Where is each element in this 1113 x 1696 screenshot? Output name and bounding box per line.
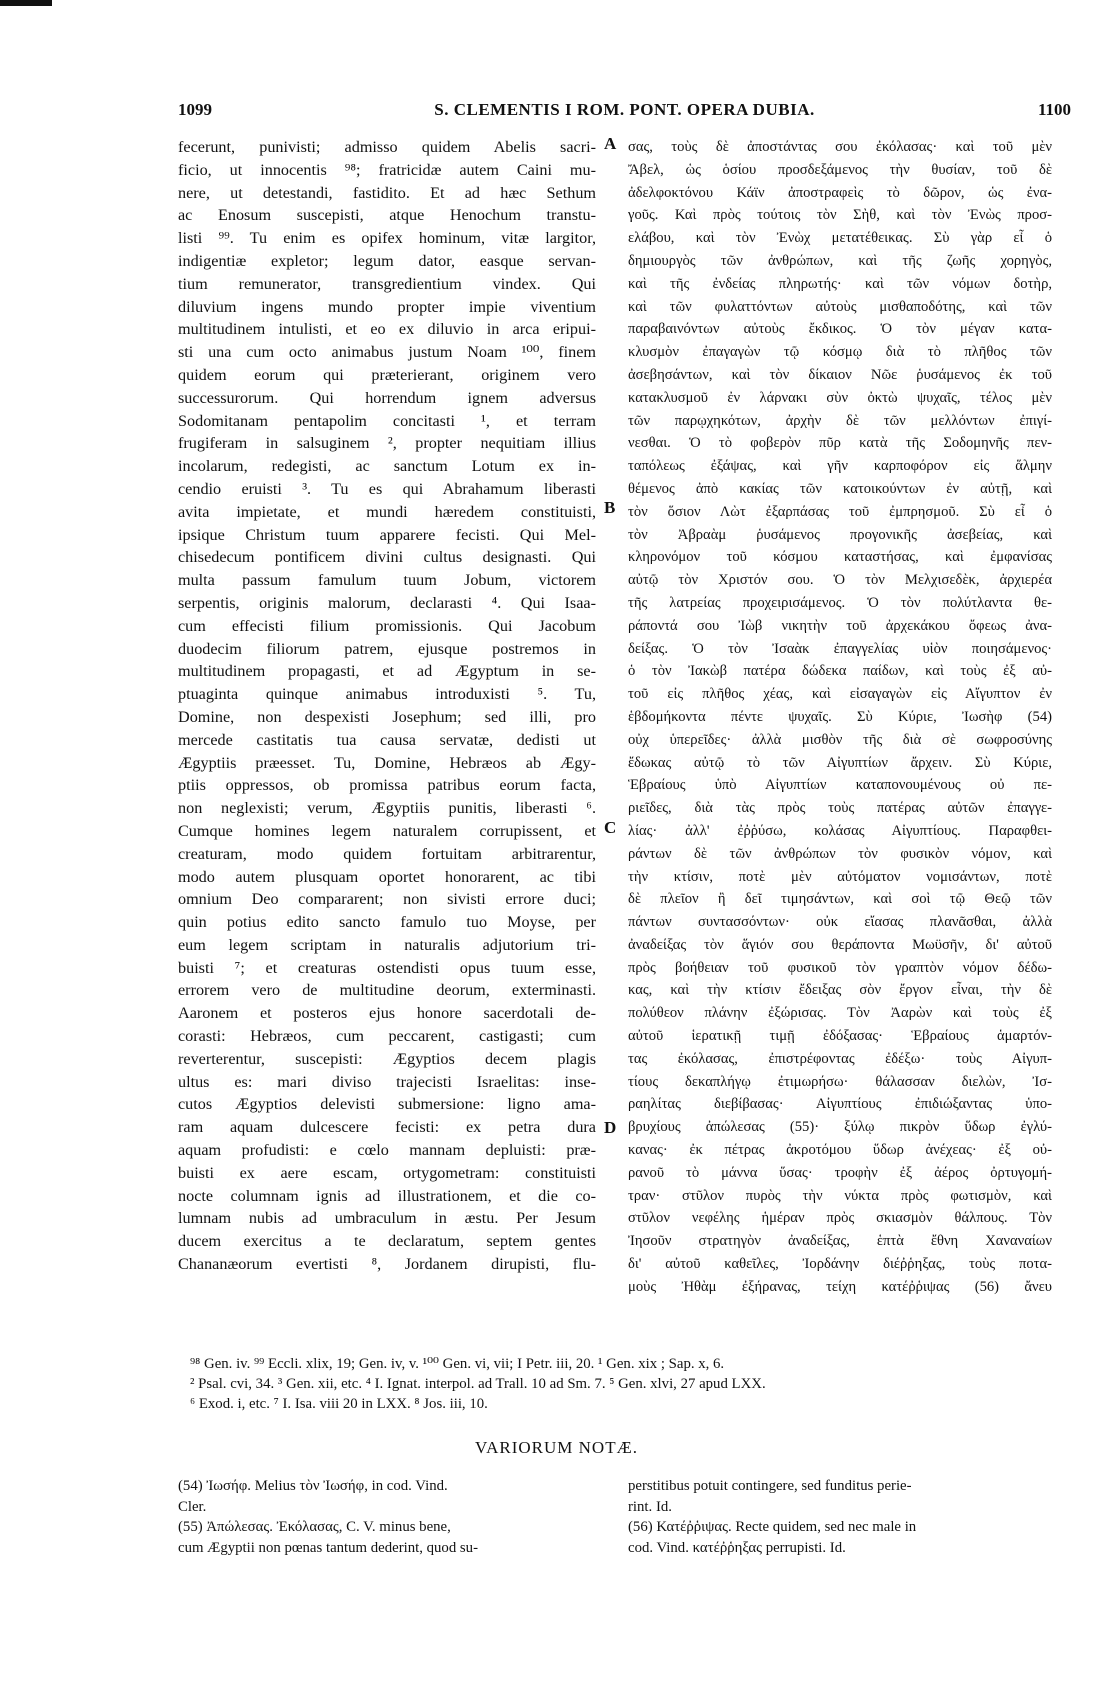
text-line: ελάβου, καὶ τὸν Ἐνὼχ μετατέθεικας. Σὺ γὰρ εἶ ὁ: [628, 230, 1052, 247]
note-line: cum Ægyptii non pœnas tantum dederint, quod su-: [178, 1539, 479, 1556]
text-line: aquam profudisti: e cœlo mannam depluisti: præ-: [178, 1141, 596, 1160]
text-line: diluvium ingens mundo propter impie viventium: [178, 297, 596, 316]
text-line: δημιουργὸς τῶν ἀνθρώπων, καὶ τῆς ζωῆς χορηγὸς,: [628, 252, 1052, 269]
running-title: S. CLEMENTIS I ROM. PONT. OPERA DUBIA.: [434, 100, 815, 119]
text-line: errorem vero de multitudine deorum, exterminasti.: [178, 981, 596, 1000]
text-line: mercede castitatis tua causa servatæ, dedisti ut: [178, 730, 596, 749]
text-line: νεσθαι. Ὁ τὸ φοβερὸν πῦρ κατὰ τῆς Σοδομηνῆς πεν-: [628, 435, 1052, 452]
text-line: οὐχ ὑπερεῖδες· ἀλλὰ μισθὸν τῆς διὰ σὲ σωφροσύνης: [628, 731, 1052, 748]
text-line: Aaronem et posteros ejus honore sacerdotali de-: [178, 1004, 596, 1023]
margin-letter-a: A: [604, 134, 617, 153]
text-line: γοῦς. Καὶ πρὸς τούτοις τὸν Σὴθ, καὶ τὸν Ἐνὼς προσ-: [628, 207, 1052, 224]
text-line: δι' αὐτοῦ καθεῖλες, Ἰορδάνην διέῤῥηξας, τοὺς ποτα-: [628, 1256, 1052, 1273]
text-line: quin potius edito sancto famulo tuo Moyse, per: [178, 913, 596, 932]
text-line: Ἑβραίους ὑπὸ Αἰγυπτίων καταπονουμένους οὐ πε-: [628, 777, 1052, 794]
text-line: ipsique Christum tuum apparere fecisti. Qui Mel-: [178, 525, 596, 544]
text-line: ptuaginta quinque animabus introduxisti ⁵. Tu,: [178, 685, 596, 704]
text-line: θέμενος ἀπὸ κακίας τῶν κατοικούντων ἐν αὐτῇ, καὶ: [628, 480, 1052, 497]
text-line: ριεῖδες, διὰ τὰς πρὸς τοὺς πατέρας αὐτῶν ἐπαγγε-: [628, 800, 1052, 817]
text-line: Ægyptiis præesset. Tu, Domine, Hebræos ab Ægy-: [178, 753, 596, 772]
text-line: corasti: Hebræos, cum peccarent, castigasti; cum: [178, 1027, 596, 1046]
latin-column: [178, 136, 596, 1276]
text-line: incolarum, redegisti, ac sanctum Lotum ex in-: [178, 457, 596, 476]
scan-corner-mark: [0, 0, 52, 6]
text-line: nere, ut detestandi, fastidito. Et ad hæc Sethum: [178, 183, 596, 202]
margin-letter-b: B: [604, 498, 616, 517]
text-line: ὁ τὸν Ἰακὼβ πατέρα δώδεκα παίδων, καὶ τοὺς ἐξ αὐ-: [628, 663, 1052, 680]
text-line: τὸν Ἀβραὰμ ῥυσάμενος προγονικῆς ἀσεβείας, καὶ: [628, 526, 1052, 543]
page-number-left: 1099: [178, 100, 212, 119]
text-line: τοῦ εἰς πλῆθος χέας, καὶ εἰσαγαγὼν εἰς Αἴγυπτον ἐν: [628, 686, 1052, 703]
page-header: [178, 100, 1071, 126]
text-line: chisedecum pontificem divini cultus designasti. Qui: [178, 548, 596, 567]
text-line: ράποντά σου Ἰὼβ νικητὴν τοῦ ἀρχεκάκου ὄφεως ἀνα-: [628, 617, 1052, 634]
variorum-notes-right: [628, 1476, 1052, 1558]
margin-letter-c: C: [604, 818, 617, 837]
text-line: κας, καὶ τὴν κτίσιν ἔδειξας σὸν ἔργον εἶναι, τὴν δὲ: [628, 982, 1052, 999]
text-line: ficio, ut innocentis ⁹⁸; fratricidæ autem Caini mu-: [178, 160, 596, 179]
greek-column: [628, 136, 1052, 1299]
text-line: πρὸς βοήθειαν τοῦ φυσικοῦ τὸν γραπτὸν νόμον δέδω-: [628, 959, 1052, 976]
text-line: κληρονόμον τοῦ κόσμου καταστήσας, καὶ ἐμφανίσας: [628, 549, 1052, 566]
text-line: καὶ τῶν φυλαττόντων αὐτοὺς μισθαποδότης, καὶ τῶν: [628, 298, 1052, 315]
text-line: τῶν παρῳχηκότων, ἀρχὴν δὲ τῶν μελλόντων ἐπιγί-: [628, 412, 1052, 429]
text-line: Domine, non despexisti Josephum; sed illi, pro: [178, 707, 596, 726]
text-line: παραβαινόντων αὐτοὺς ἔκδικος. Ὁ τὸν μέγαν κατα-: [628, 321, 1052, 338]
text-line: Ἰησοῦν στρατηγὸν ἀναδείξας, ἑπτὰ ἔθνη Χαναναίων: [628, 1233, 1052, 1250]
text-line: δείξας. Ὁ τὸν Ἰσαὰκ ἐπαγγελίας υἱὸν ποιησάμενος·: [628, 640, 1052, 657]
text-line: avita impietate, et mundi hæredem constituisti,: [178, 502, 596, 521]
text-line: πάντων συντασσόντων· οὐκ εἴασας πλανᾶσθαι, ἀλλὰ: [628, 914, 1052, 931]
scripture-footnotes: [190, 1354, 1050, 1414]
text-line: buisti ⁷; et creaturas ostendisti opus tuum esse,: [178, 958, 596, 977]
text-line: ταπόλεως ἐξάψας, καὶ γῆν καρποφόρον εἰς ἅλμην: [628, 458, 1052, 475]
text-line: ἀσεβησάντων, καὶ τὸν δίκαιον Νῶε ῥυσάμενος ἐκ τοῦ: [628, 366, 1052, 383]
text-line: Sodomitanam pentapolim concitasti ¹, et terram: [178, 411, 596, 430]
text-line: ἑβδομήκοντα πέντε ψυχαῖς. Σὺ Κύριε, Ἰωσὴφ (54): [628, 708, 1052, 725]
text-line: buisti ex aere escam, ortygometram: constituisti: [178, 1163, 596, 1182]
text-line: cutos Ægyptios delevisti submersione: ligno ama-: [178, 1095, 596, 1114]
footnote-line: ² Psal. cvi, 34. ³ Gen. xii, etc. ⁴ I. Ignat. interpol. ad Trall. 10 ad Sm. 7. ⁵ Gen. xlvi, 27 apud LXX.: [190, 1376, 766, 1392]
note-line: (54) Ἰωσήφ. Melius τὸν Ἰωσήφ, in cod. Vind.: [178, 1478, 448, 1494]
text-line: nocte columnam ignis ad illustrationem, et die co-: [178, 1186, 596, 1205]
text-line: τὴν κτίσιν, ποτὲ μὲν αὐτόματον νομισάντων, ποτὲ: [628, 868, 1052, 885]
text-line: ducem exercitus a te declaratum, septem gentes: [178, 1232, 596, 1251]
text-line: cendio eruisti ³. Tu es qui Abrahamum liberasti: [178, 479, 596, 498]
text-line: multa passum famulum tuum Jobum, victorem: [178, 571, 596, 590]
text-line: κλυσμὸν ἐπαγαγὼν τῷ κόσμῳ διὰ τὸ πλῆθος τῶν: [628, 344, 1052, 361]
note-line: (56) Κατέῤῥιψας. Recte quidem, sed nec male in: [628, 1519, 917, 1535]
text-line: Ἄβελ, ὡς ὁσίου προσδεξάμενος τὴν θυσίαν, τοῦ δὲ: [628, 161, 1052, 178]
text-line: ραηλίτας διεβίβασας· Αἰγυπτίους ἐπιδιώξαντας ὑπο-: [628, 1096, 1052, 1113]
text-line: ἀδελφοκτόνου Κάϊν ἀποστραφεὶς τὸ δῶρον, ὡς ἐνα-: [628, 184, 1052, 201]
text-line: ἔδωκας αὐτῷ τὸ τῶν Αἰγυπτίων ἄρχειν. Σὺ Κύριε,: [628, 754, 1052, 771]
text-line: cum effecisti filium promissionis. Qui Jacobum: [178, 616, 596, 635]
text-line: τραν· στῦλον πυρὸς τὴν νύκτα πρὸς φωτισμὸν, καὶ: [628, 1187, 1052, 1204]
text-line: successurorum. Qui horrendum ignem adversus: [178, 388, 596, 407]
text-line: duodecim filiorum patrem, ejusque postremos in: [178, 639, 596, 658]
text-line: ρανοῦ τὸ μάννα ὕσας· τροφὴν ἐξ ἀέρος ὀρτυγομή-: [628, 1164, 1052, 1181]
text-line: frugiferam in salsuginem ², propter nequitiam illius: [178, 434, 596, 453]
text-line: ram aquam dulcescere fecisti: ex petra dura: [178, 1118, 596, 1137]
text-line: κατακλυσμοῦ ἐν λάρνακι σὺν ὀκτὼ ψυχαῖς, τέλος μὲν: [628, 389, 1052, 406]
note-line: rint. Id.: [628, 1498, 672, 1515]
text-line: ptiis oppressos, ob promissa patribus eorum facta,: [178, 776, 596, 795]
text-line: λίας· ἀλλ' ἐῤῥύσω, κολάσας Αἰγυπτίους. Παραφθει-: [628, 822, 1052, 839]
text-line: modo autem plusquam oportet honorarent, ac tibi: [178, 867, 596, 886]
text-line: ἀναδείξας τὸν ἅγιόν σου θεράποντα Μωϋσῆν, δι' αὐτοῦ: [628, 936, 1052, 953]
text-line: δὲ πλεῖον ἢ δεῖ τιμησάντων, καὶ σοὶ τῷ Θεῷ τῶν: [628, 891, 1052, 908]
text-line: ultus es: mari diviso trajecisti Israelitas: inse-: [178, 1072, 596, 1091]
note-line: (55) Ἀπώλεσας. Ἐκόλασας, C. V. minus bene,: [178, 1519, 451, 1535]
text-line: μοὺς Ἠθὰμ ἐξήρανας, τείχη κατέῤῥιψας (56) ἄνευ: [628, 1278, 1052, 1295]
text-line: Cumque homines legem naturalem corrupissent, et: [178, 821, 596, 840]
text-line: τας ἐκόλασας, ἐπιστρέφοντας ἐδέξω· τοὺς Αἰγυπ-: [628, 1050, 1052, 1067]
text-line: quidem eorum qui præterierant, originem vero: [178, 365, 596, 384]
text-line: indigentiæ expletor; legum dator, easque servan-: [178, 251, 596, 270]
footnote-line: ⁹⁸ Gen. iv. ⁹⁹ Eccli. xlix, 19; Gen. iv, v. ¹⁰⁰ Gen. vi, vii; I Petr. iii, 20. ¹ Gen. xix ; Sap. x, 6.: [190, 1356, 725, 1372]
text-line: αὐτοῦ ἱερατικῇ τιμῇ ἐδόξασας· Ἑβραίους ἁμαρτόν-: [628, 1028, 1052, 1045]
text-line: Chananæorum evertisti ⁸, Jordanem dirupisti, flu-: [178, 1255, 596, 1274]
variorum-notes-left: [178, 1476, 598, 1558]
text-line: listi ⁹⁹. Tu enim es opifex hominum, vitæ largitor,: [178, 229, 596, 248]
text-line: στῦλον νεφέλης ἡμέραν πρὸς σκιασμὸν θάλπους. Τὸν: [628, 1210, 1052, 1227]
margin-letter-d: D: [604, 1118, 617, 1137]
text-line: sti una cum octo animabus justum Noam ¹⁰⁰, finem: [178, 343, 596, 362]
text-line: serpentis, originis malorum, declarasti ⁴. Qui Isaa-: [178, 593, 596, 612]
text-line: τίους δεκαπλήγῳ ἐτιμωρήσω· θάλασσαν διελὼν, Ἰσ-: [628, 1073, 1052, 1090]
text-line: omnium Deo compararent; non sivisti errore duci;: [178, 890, 596, 909]
text-line: αὐτῷ τὸν Χριστόν σου. Ὁ τὸν Μελχισεδὲκ, ἀρχιερέα: [628, 572, 1052, 589]
text-line: tium remunerator, transgredientium vindex. Qui: [178, 274, 596, 293]
page-number-right: 1100: [1037, 100, 1071, 119]
text-line: τὸν ὅσιον Λὼτ ἐξαρπάσας τοῦ ἐμπρησμοῦ. Σὺ εἶ ὁ: [628, 503, 1052, 520]
text-line: καὶ τῆς ἐνδείας πληρωτής· καὶ τῶν νόμων δοτὴρ,: [628, 275, 1052, 292]
note-line: perstitibus potuit contingere, sed funditus perie-: [628, 1478, 912, 1494]
text-line: reverterentur, suscepisti: Ægyptios decem plagis: [178, 1049, 596, 1068]
text-line: βρυχίους ἀπώλεσας (55)· ξύλῳ πικρὸν ὕδωρ ἐγλύ-: [628, 1119, 1052, 1136]
text-line: fecerunt, punivisti; admisso quidem Abelis sacri-: [178, 138, 596, 156]
text-line: multitudinem intulisti, et eo ex diluvio in arca eripui-: [178, 320, 596, 339]
footnote-line: ⁶ Exod. i, etc. ⁷ I. Isa. viii 20 in LXX. ⁸ Jos. iii, 10.: [190, 1396, 488, 1412]
text-line: ράντων δὲ τῶν ἀνθρώπων τὸν φυσικὸν νόμον, καὶ: [628, 845, 1052, 862]
text-line: πολύθεον πλάνην ἐξώρισας. Τὸν Ἀαρὼν καὶ τοὺς ἐξ: [628, 1005, 1052, 1022]
text-line: eum legem scriptam in naturalis adjutorium tri-: [178, 935, 596, 954]
notes-title: VARIORUM NOTÆ.: [475, 1438, 638, 1457]
note-line: Cler.: [178, 1498, 207, 1515]
text-line: creaturam, modo quidem fortuitam arbitrarentur,: [178, 844, 596, 863]
text-line: lumnam nubis ad umbraculum in æstu. Per Jesum: [178, 1209, 596, 1228]
text-line: σας, τοὺς δὲ ἀποστάντας σου ἐκόλασας· καὶ τοῦ μὲν: [628, 139, 1052, 155]
text-line: κανας· ἐκ πέτρας ἀκροτόμου ὕδωρ ἀνέχεας· ἐξ οὐ-: [628, 1142, 1052, 1159]
text-line: τῆς λατρείας προχειρισάμενος. Ὁ τὸν πολύτλαντα θε-: [628, 594, 1052, 611]
text-line: non neglexisti; verum, Ægyptiis punitis, liberasti ⁶.: [178, 799, 596, 818]
note-line: cod. Vind. κατέῤῥηξας perrupisti. Id.: [628, 1539, 846, 1556]
text-line: ac Enosum suscepisti, atque Henochum transtu-: [178, 206, 596, 225]
text-line: multitudinem propagasti, et ad Ægyptum in se-: [178, 662, 596, 681]
